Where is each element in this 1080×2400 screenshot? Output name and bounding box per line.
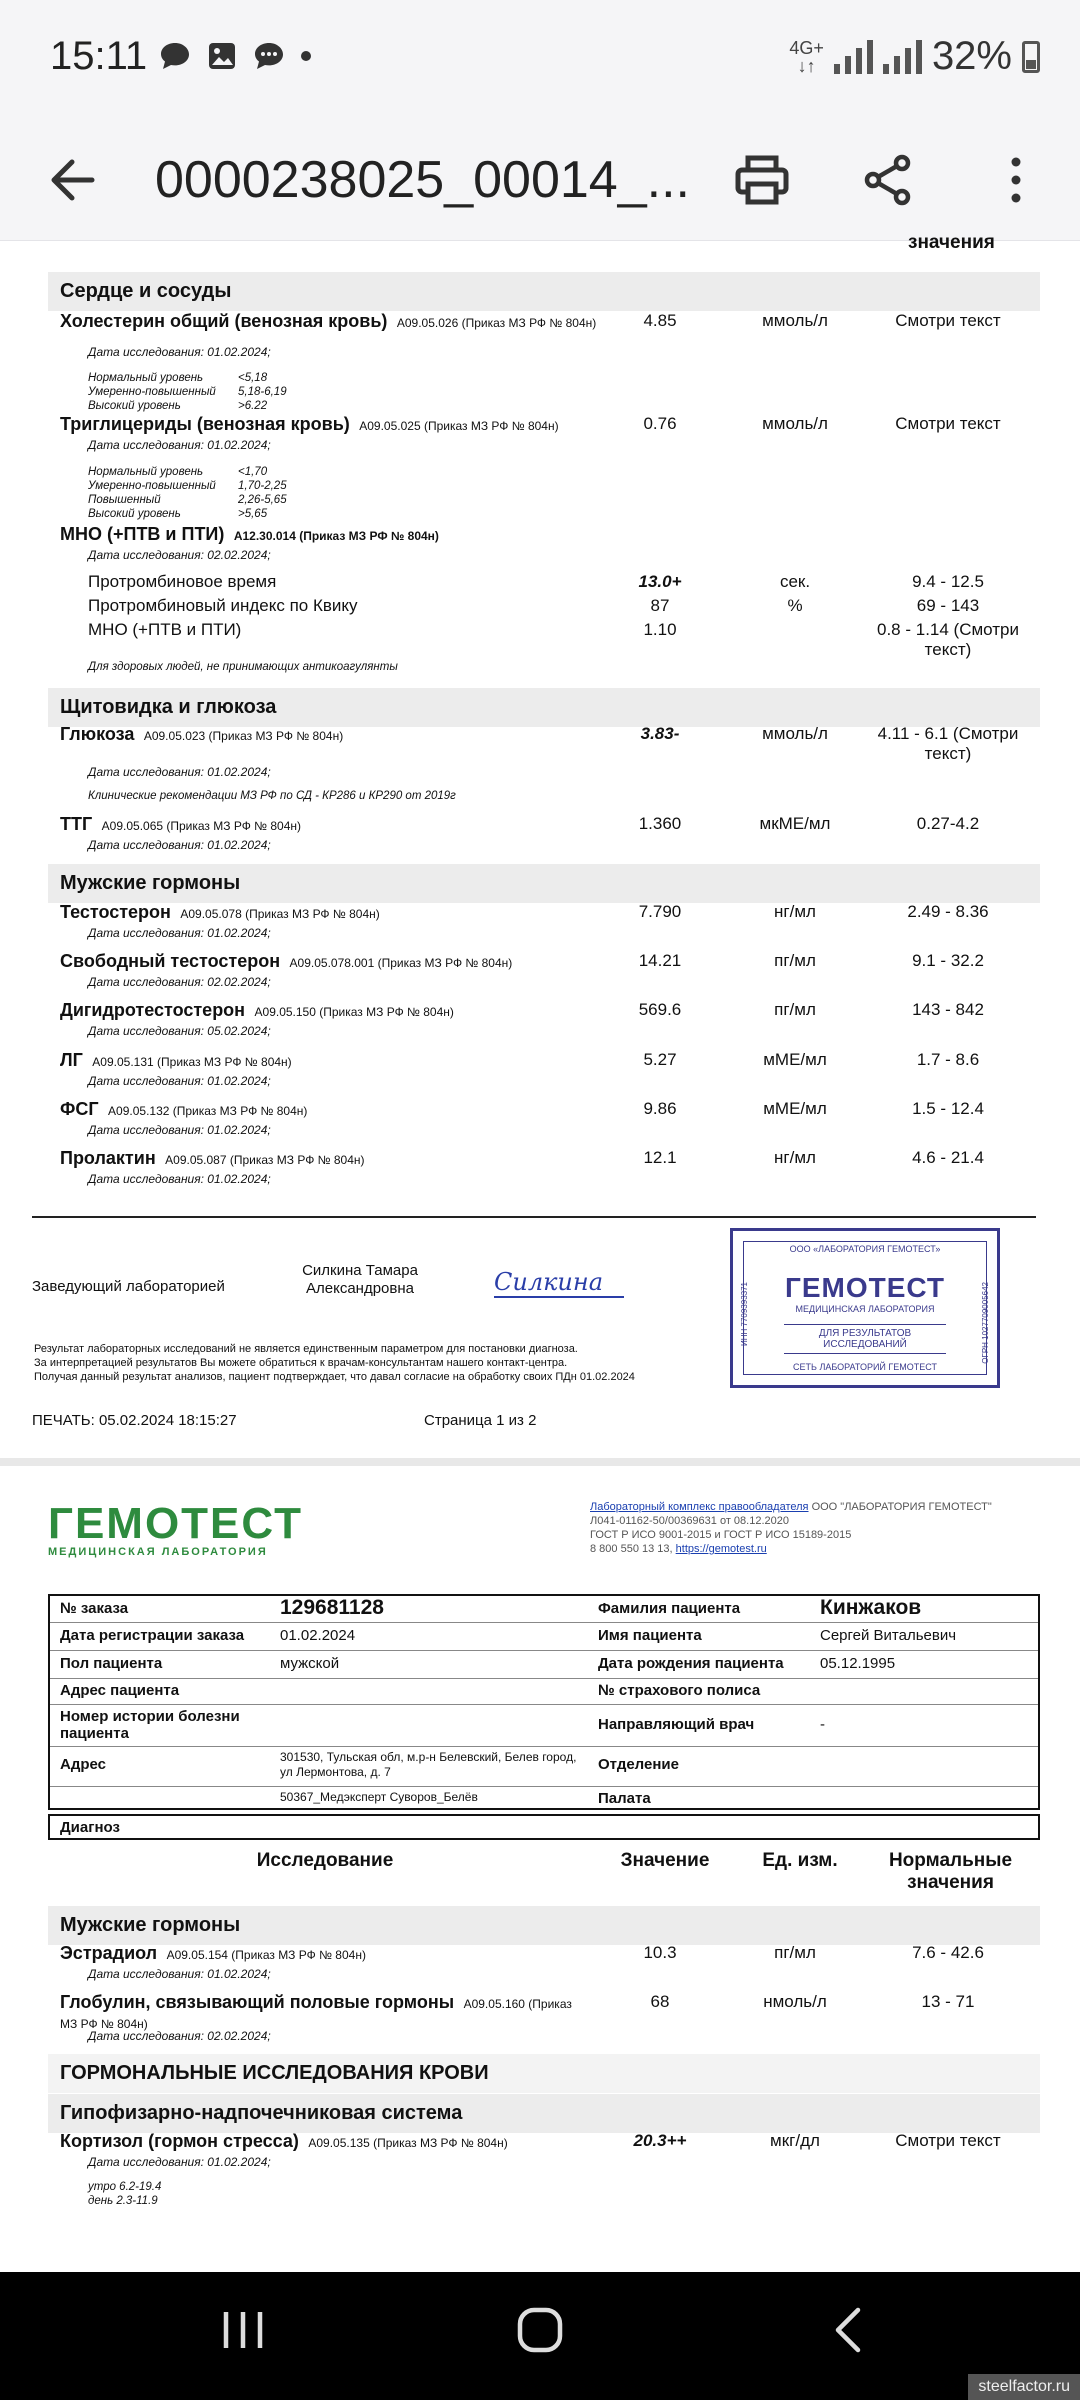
back-arrow-icon[interactable] bbox=[48, 158, 96, 202]
test-unit: мМЕ/мл bbox=[763, 1099, 827, 1118]
print-date: ПЕЧАТЬ: 05.02.2024 18:15:27 bbox=[32, 1412, 237, 1429]
head-name: Силкина Тамара Александровна bbox=[302, 1262, 418, 1297]
test-norm: 9.1 - 32.2 bbox=[912, 951, 984, 970]
back-nav-icon[interactable] bbox=[830, 2306, 866, 2354]
subtest-name: Протромбиновый индекс по Квику bbox=[88, 596, 358, 615]
patient-table bbox=[48, 1594, 1040, 1810]
test-name: Эстрадиол A09.05.154 (Приказ МЗ РФ № 804н) bbox=[60, 1943, 366, 1963]
test-name: ФСГ A09.05.132 (Приказ МЗ РФ № 804н) bbox=[60, 1099, 308, 1119]
ward-label: Палата bbox=[598, 1790, 651, 1807]
test-name: Пролактин A09.05.087 (Приказ МЗ РФ № 804н) bbox=[60, 1148, 365, 1168]
test-date: Дата исследования: 01.02.2024; bbox=[88, 838, 271, 852]
test-unit: мкг/дл bbox=[770, 2131, 820, 2150]
test-name: Тестостерон A09.05.078 (Приказ МЗ РФ № 804н) bbox=[60, 902, 380, 922]
battery-percent: 32% bbox=[931, 34, 1012, 78]
test-unit: ммоль/л bbox=[762, 724, 828, 743]
page-separator bbox=[0, 1458, 1080, 1466]
address: 301530, Тульская обл, м.р-н Белевский, Белев город, ул Лермонтова, д. 7 bbox=[280, 1750, 577, 1779]
share-icon[interactable] bbox=[862, 154, 914, 206]
navigation-bar bbox=[0, 2272, 1080, 2400]
test-name: ТТГ A09.05.065 (Приказ МЗ РФ № 804н) bbox=[60, 814, 302, 834]
test-date: Дата исследования: 01.02.2024; bbox=[88, 765, 271, 779]
patient-address-label: Адрес пациента bbox=[60, 1682, 180, 1699]
recent-apps-icon[interactable] bbox=[220, 2306, 266, 2354]
test-value: 1.10 bbox=[643, 620, 677, 639]
history-label: Номер истории болезни пациента bbox=[60, 1708, 240, 1742]
test-name: Холестерин общий (венозная кровь) A09.05.026 (Приказ МЗ РФ № 804н) bbox=[60, 311, 597, 331]
order-label: № заказа bbox=[60, 1600, 129, 1617]
test-date: Дата исследования: 01.02.2024; bbox=[88, 926, 271, 940]
test-name: Глюкоза A09.05.023 (Приказ МЗ РФ № 804н) bbox=[60, 724, 344, 744]
test-value: 13.0+ bbox=[638, 572, 682, 591]
signature: Силкина bbox=[494, 1268, 624, 1298]
test-name: Триглицериды (венозная кровь) A09.05.025 (Приказ МЗ РФ № 804н) bbox=[60, 414, 559, 434]
reference-ranges: Нормальный уровень <1,70 Умеренно-повышенный 1,70-2,25 Повышенный 2,26-5,65 Высокий уровень >5,65 bbox=[88, 466, 287, 520]
document-title: 0000238025_00014_... bbox=[155, 151, 690, 209]
image-icon bbox=[206, 40, 238, 72]
lab-info: Лабораторный комплекс правообладателя ООО "ЛАБОРАТОРИЯ ГЕМОТЕСТ" Л041-01162-50/00369631 от 08.12.2020 ГОСТ Р ИСО 9001-2015 и ГОСТ Р ИСО 15189-2015 8 800 550 13 13, https://gemotest.ru bbox=[590, 1501, 992, 1555]
head-label: Заведующий лабораторией bbox=[32, 1278, 225, 1295]
department-label: Отделение bbox=[598, 1756, 679, 1773]
battery-icon bbox=[1022, 41, 1040, 73]
test-date: Дата исследования: 02.02.2024; bbox=[88, 2029, 271, 2043]
test-value: 9.86 bbox=[643, 1099, 677, 1118]
test-norm: 69 - 143 bbox=[916, 596, 980, 615]
notification-icons bbox=[158, 40, 312, 72]
test-date: Дата исследования: 02.02.2024; bbox=[88, 975, 271, 989]
test-value: 569.6 bbox=[638, 1000, 682, 1019]
test-name: Кортизол (гормон стресса) A09.05.135 (Приказ МЗ РФ № 804н) bbox=[60, 2131, 508, 2151]
app-bar bbox=[0, 120, 1080, 241]
test-norm: 0.27-4.2 bbox=[916, 814, 980, 833]
diagnosis-row: Диагноз bbox=[48, 1814, 1040, 1840]
address-label: Адрес bbox=[60, 1756, 107, 1773]
name-label: Имя пациента bbox=[598, 1627, 702, 1644]
test-name: Глобулин, связывающий половые гормоны A09.05.160 (Приказ МЗ РФ № 804н) bbox=[60, 1992, 572, 2031]
test-unit: пг/мл bbox=[774, 1000, 816, 1019]
surname-label: Фамилия пациента bbox=[598, 1600, 741, 1617]
test-norm: 13 - 71 bbox=[921, 1992, 975, 2011]
test-date: Дата исследования: 01.02.2024; bbox=[88, 438, 271, 452]
doctor-label: Направляющий врач bbox=[598, 1716, 755, 1733]
more-options-icon[interactable] bbox=[1006, 154, 1026, 206]
test-norm: 2.49 - 8.36 bbox=[907, 902, 989, 921]
test-date: Дата исследования: 01.02.2024; bbox=[88, 1074, 271, 1088]
test-value: 68 bbox=[650, 1992, 670, 2011]
status-time: 15:11 bbox=[50, 34, 148, 78]
test-unit: нг/мл bbox=[774, 1148, 816, 1167]
column-value: Значение bbox=[620, 1850, 710, 1871]
status-right bbox=[789, 34, 1040, 79]
lab-link[interactable]: Лабораторный комплекс правообладателя bbox=[590, 1501, 809, 1513]
column-norm: Нормальные значения bbox=[888, 1850, 1013, 1893]
test-value: 1.360 bbox=[638, 814, 682, 833]
column-unit: Ед. изм. bbox=[762, 1850, 838, 1871]
surname: Кинжаков bbox=[820, 1596, 922, 1619]
test-norm: Смотри текст bbox=[895, 311, 1001, 330]
test-unit: % bbox=[787, 596, 803, 615]
print-icon[interactable] bbox=[734, 154, 790, 206]
test-unit: пг/мл bbox=[774, 1943, 816, 1962]
section-thyroid: Щитовидка и глюкоза bbox=[48, 688, 1040, 727]
test-note: Клинические рекомендации МЗ РФ по СД - КР286 и КР290 от 2019г bbox=[88, 790, 456, 802]
test-date: Дата исследования: 01.02.2024; bbox=[88, 345, 271, 359]
test-value: 20.3++ bbox=[633, 2131, 687, 2150]
column-study: Исследование bbox=[256, 1850, 394, 1871]
test-name: МНО (+ПТВ и ПТИ) A12.30.014 (Приказ МЗ РФ № 804н) bbox=[60, 524, 439, 544]
page-number: Страница 1 из 2 bbox=[424, 1412, 537, 1429]
test-unit: мМЕ/мл bbox=[763, 1050, 827, 1069]
disclaimer: Результат лабораторных исследований не является единственным параметром для постановки диагноза. За интерпретацией результатов Вы можете обратиться к врачам-консультантам нашего контакт-центра. Получая данный результат анализов, пациент подтверждает, что давал согласие на обработку своих ПДн 01.02.2024 bbox=[34, 1343, 635, 1383]
sex-label: Пол пациента bbox=[60, 1655, 163, 1672]
test-norm: 0.8 - 1.14 (Смотри текст) bbox=[877, 620, 1019, 659]
test-unit: пг/мл bbox=[774, 951, 816, 970]
test-date: Дата исследования: 01.02.2024; bbox=[88, 1123, 271, 1137]
test-unit: нг/мл bbox=[774, 902, 816, 921]
clinic: 50367_Медэксперт Суворов_Белёв bbox=[280, 1790, 478, 1804]
test-value: 87 bbox=[650, 596, 670, 615]
chat-bubble-icon bbox=[158, 40, 192, 72]
lab-site-link[interactable]: https://gemotest.ru bbox=[675, 1543, 767, 1555]
reference-ranges: утро 6.2-19.4 день 2.3-11.9 bbox=[88, 2181, 162, 2207]
section-male-hormones: Мужские гормоны bbox=[48, 864, 1040, 903]
test-date: Дата исследования: 01.02.2024; bbox=[88, 1967, 271, 1981]
test-value: 5.27 bbox=[643, 1050, 677, 1069]
lab-stamp: ООО «ЛАБОРАТОРИЯ ГЕМОТЕСТ» ГЕМОТЕСТ МЕДИЦИНСКАЯ ЛАБОРАТОРИЯ ДЛЯ РЕЗУЛЬТАТОВ ИССЛЕДОВАНИЙ СЕТЬ ЛАБОРАТОРИЙ ГЕМОТЕСТ ИНН 7709393371 ОГРН 1027709005642 bbox=[730, 1228, 1000, 1388]
test-name: ЛГ A09.05.131 (Приказ МЗ РФ № 804н) bbox=[60, 1050, 292, 1070]
test-unit: ммоль/л bbox=[762, 311, 828, 330]
test-value: 3.83- bbox=[640, 724, 680, 743]
sex: мужской bbox=[280, 1655, 340, 1672]
doctor: - bbox=[820, 1716, 825, 1733]
test-unit: нмоль/л bbox=[763, 1992, 827, 2011]
test-norm: 4.6 - 21.4 bbox=[912, 1148, 984, 1167]
test-name: Дигидротестостерон A09.05.150 (Приказ МЗ РФ № 804н) bbox=[60, 1000, 454, 1020]
dob-label: Дата рождения пациента bbox=[598, 1655, 784, 1672]
test-date: Дата исследования: 01.02.2024; bbox=[88, 2155, 271, 2169]
section-hormonal: ГОРМОНАЛЬНЫЕ ИССЛЕДОВАНИЯ КРОВИ bbox=[48, 2054, 1040, 2093]
section-pituitary: Гипофизарно-надпочечниковая система bbox=[48, 2094, 1040, 2133]
test-unit: мкМЕ/мл bbox=[759, 814, 831, 833]
gemotest-logo: ГЕМОТЕСТ МЕДИЦИНСКАЯ ЛАБОРАТОРИЯ bbox=[48, 1499, 303, 1558]
subtest-name: МНО (+ПТВ и ПТИ) bbox=[88, 620, 242, 639]
test-value: 10.3 bbox=[643, 1943, 677, 1962]
section-heart: Сердце и сосуды bbox=[48, 272, 1040, 311]
message-icon bbox=[252, 40, 286, 72]
test-norm: 1.7 - 8.6 bbox=[916, 1050, 980, 1069]
reference-ranges: Нормальный уровень <5,18 Умеренно-повышенный 5,18-6,19 Высокий уровень >6.22 bbox=[88, 372, 287, 412]
test-norm: 143 - 842 bbox=[912, 1000, 984, 1019]
subtest-name: Протромбиновое время bbox=[88, 572, 277, 591]
signal-icon-2 bbox=[883, 40, 922, 74]
home-icon[interactable] bbox=[516, 2306, 564, 2354]
test-value: 12.1 bbox=[643, 1148, 677, 1167]
test-norm: Смотри текст bbox=[895, 414, 1001, 433]
watermark: steelfactor.ru bbox=[968, 2374, 1080, 2400]
test-norm: 9.4 - 12.5 bbox=[912, 572, 984, 591]
test-unit: ммоль/л bbox=[762, 414, 828, 433]
policy-label: № страхового полиса bbox=[598, 1682, 761, 1699]
test-norm: 4.11 - 6.1 (Смотри текст) bbox=[877, 724, 1019, 763]
dot-icon bbox=[300, 50, 312, 62]
network-type: 4G+ ↓↑ bbox=[789, 37, 824, 76]
test-norm: 1.5 - 12.4 bbox=[912, 1099, 984, 1118]
test-date: Дата исследования: 02.02.2024; bbox=[88, 548, 271, 562]
order-number: 129681128 bbox=[280, 1596, 384, 1619]
section-male-hormones-2: Мужские гормоны bbox=[48, 1906, 1040, 1945]
test-value: 0.76 bbox=[643, 414, 677, 433]
test-note: Для здоровых людей, не принимающих антикоагулянты bbox=[88, 661, 398, 673]
test-norm: 7.6 - 42.6 bbox=[912, 1943, 984, 1962]
reg-date-label: Дата регистрации заказа bbox=[60, 1627, 245, 1644]
patient-name: Сергей Витальевич bbox=[820, 1627, 957, 1644]
column-header-fragment: значения bbox=[908, 232, 995, 253]
test-norm: Смотри текст bbox=[895, 2131, 1001, 2150]
test-unit: сек. bbox=[779, 572, 811, 591]
test-value: 4.85 bbox=[643, 311, 677, 330]
test-date: Дата исследования: 05.02.2024; bbox=[88, 1024, 271, 1038]
test-name: Свободный тестостерон A09.05.078.001 (Приказ МЗ РФ № 804н) bbox=[60, 951, 513, 971]
test-date: Дата исследования: 01.02.2024; bbox=[88, 1172, 271, 1186]
test-value: 14.21 bbox=[638, 951, 682, 970]
signal-icon bbox=[834, 40, 873, 74]
reg-date: 01.02.2024 bbox=[280, 1627, 356, 1644]
status-bar bbox=[0, 0, 1080, 120]
divider bbox=[32, 1216, 1036, 1218]
dob: 05.12.1995 bbox=[820, 1655, 896, 1672]
test-value: 7.790 bbox=[638, 902, 682, 921]
